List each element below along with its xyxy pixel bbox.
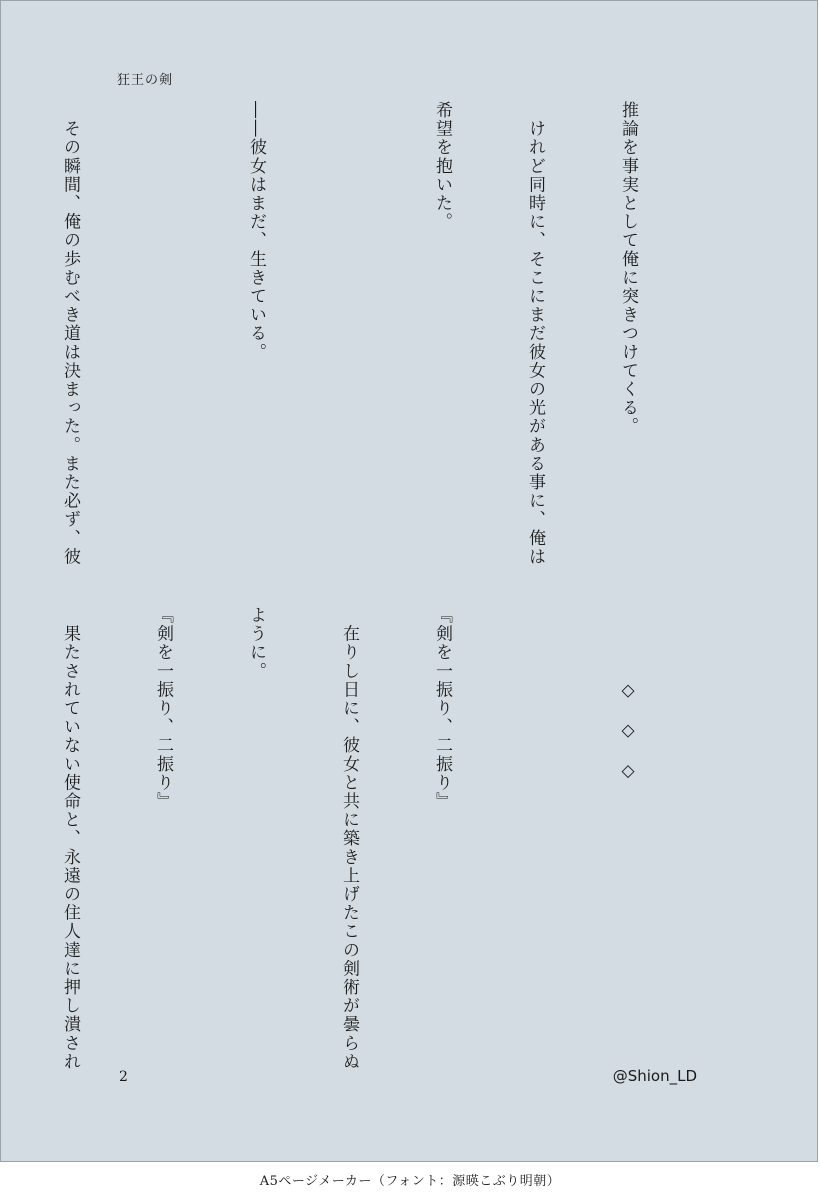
- text-line: 果たされていない使命と、永遠の住人達に押し潰され: [60, 606, 80, 1071]
- text-line: 在りし日に、彼女と共に築き上げたこの剣術が曇らぬ: [339, 606, 359, 1071]
- text-line: ――彼女はまだ、生きている。: [246, 101, 266, 362]
- text-line: ように。: [246, 606, 266, 681]
- upper-text-block: [0, 101, 705, 571]
- text-line: 『剣を一振り、二振り』: [432, 606, 452, 811]
- lower-text-block: [0, 606, 705, 1086]
- text-line: 希望を抱いた。: [432, 101, 452, 232]
- text-line: 推論を事実として俺に突きつけてくる。: [618, 101, 638, 436]
- blank-line: [519, 606, 550, 1086]
- author-handle: @Shion_LD: [612, 1067, 697, 1085]
- text-line: その瞬間、俺の歩むべき道は決まった。また必ず、彼: [60, 101, 80, 566]
- book-title: 狂王の剣: [117, 73, 174, 88]
- generator-caption: A5ページメーカー（フォント：源暎こぶり明朝）: [259, 1174, 561, 1189]
- blank-line: [333, 101, 364, 571]
- section-break-line: ◇ ◇ ◇: [618, 606, 638, 783]
- blank-line: [147, 101, 178, 571]
- text-line: けれど同時に、そこにまだ彼女の光がある事に、俺は: [525, 101, 545, 566]
- text-line: 『剣を一振り、二振り』: [153, 606, 173, 811]
- page-number: 2: [119, 1069, 128, 1085]
